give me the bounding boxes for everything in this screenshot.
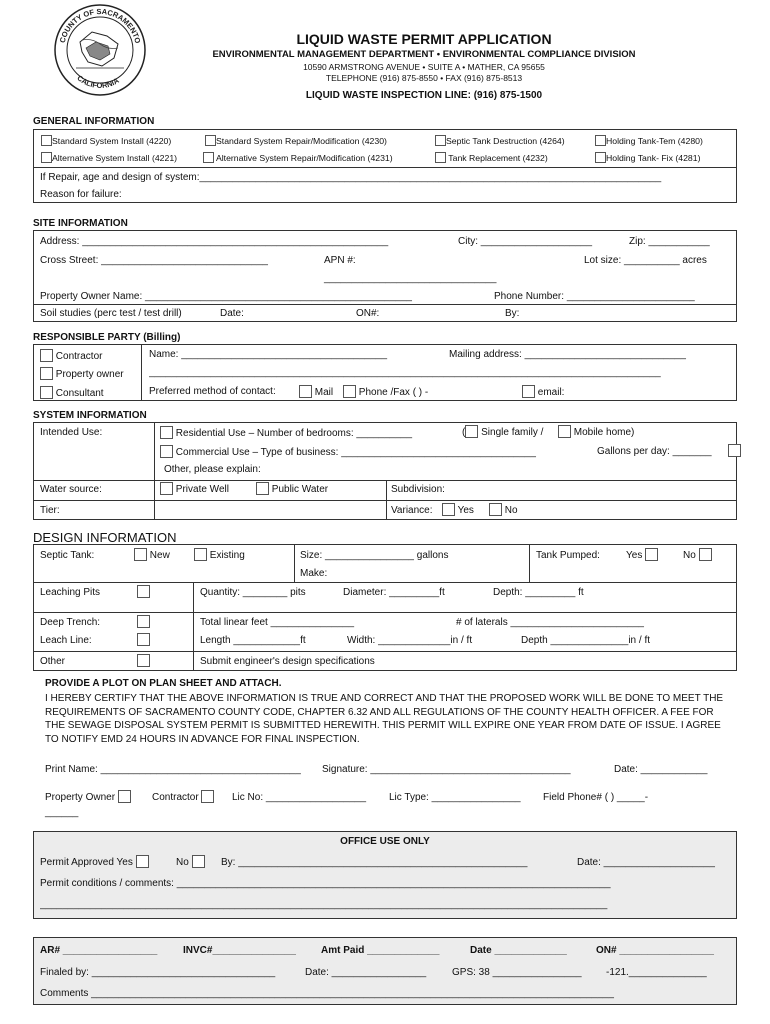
soil-studies-label: Soil studies (perc test / test drill) — [40, 308, 182, 319]
trench-width-field[interactable]: Width: _____________in / ft — [347, 635, 473, 646]
water-source-label: Water source: — [40, 484, 102, 495]
checkbox[interactable] — [136, 855, 149, 868]
checkbox[interactable] — [205, 135, 216, 146]
subdivision-field[interactable]: Subdivision: — [391, 484, 445, 495]
cert-date-field[interactable]: Date: ____________ — [614, 764, 708, 775]
contact-email-option[interactable]: email: — [522, 385, 564, 398]
trench-length-field[interactable]: Length ____________ft — [200, 635, 306, 646]
variance-label: Variance: — [391, 505, 433, 516]
pits-quantity-field[interactable]: Quantity: ________ pits — [200, 587, 306, 598]
septic-tank-label: Septic Tank: — [40, 550, 95, 561]
other-design-checkbox[interactable] — [137, 654, 150, 667]
septic-new-option[interactable]: New — [134, 548, 170, 561]
checkbox[interactable] — [728, 444, 741, 457]
failure-field[interactable]: Reason for failure: — [40, 189, 122, 200]
checkbox[interactable] — [134, 548, 147, 561]
amount-paid-field[interactable]: Amt Paid _____________ — [321, 945, 440, 956]
residential-option[interactable]: Residential Use – Number of bedrooms: __________ — [160, 426, 412, 439]
payment-date-field[interactable]: Date _____________ — [470, 945, 567, 956]
option-tank-replacement[interactable]: Tank Replacement (4232) — [435, 152, 548, 163]
checkbox[interactable] — [343, 385, 356, 398]
option-alternative-install[interactable]: Alternative System Install (4221) — [41, 152, 177, 163]
mailing-address-field[interactable]: Mailing address: _____________________________ — [449, 349, 686, 360]
apn-field[interactable]: APN #: — [324, 255, 356, 266]
site-heading: SITE INFORMATION — [33, 218, 128, 229]
leach-line-checkbox[interactable] — [137, 633, 150, 646]
public-water-option[interactable]: Public Water — [256, 482, 328, 495]
checkbox[interactable] — [595, 152, 606, 163]
plot-instruction: PROVIDE A PLOT ON PLAN SHEET AND ATTACH. — [45, 678, 282, 689]
svg-text:CALIFORNIA: CALIFORNIA — [75, 73, 121, 91]
checkbox[interactable] — [256, 482, 269, 495]
system-heading: SYSTEM INFORMATION — [33, 410, 147, 421]
address-field[interactable]: Address: _______________________________________________________ — [40, 236, 389, 247]
option-septic-destruction[interactable]: Septic Tank Destruction (4264) — [435, 135, 565, 146]
billing-name-field[interactable]: Name: _____________________________________ — [149, 349, 388, 360]
checkbox[interactable] — [160, 482, 173, 495]
office-telephone: TELEPHONE (916) 875-8550 • FAX (916) 875-8513 — [325, 73, 523, 83]
signature-field[interactable]: Signature: ____________________________________ — [322, 764, 571, 775]
engineer-spec-label: Submit engineer's design specifications — [200, 656, 375, 667]
print-name-field[interactable]: Print Name: ____________________________________ — [45, 764, 301, 775]
checkbox[interactable] — [435, 135, 446, 146]
final-on-field[interactable]: ON# _________________ — [596, 945, 714, 956]
checkbox[interactable] — [442, 503, 455, 516]
checkbox[interactable] — [558, 425, 571, 438]
other-use-field[interactable]: Other, please explain: — [164, 464, 261, 475]
option-alternative-repair[interactable]: Alternative System Repair/Modification (4231) — [203, 152, 393, 163]
finaled-by-field[interactable]: Finaled by: _________________________________ — [40, 967, 276, 978]
pits-depth-field[interactable]: Depth: _________ ft — [493, 587, 584, 598]
checkbox[interactable] — [137, 615, 150, 628]
tier-field[interactable]: Tier: — [40, 505, 60, 516]
permit-conditions-line[interactable]: ______________________________________________________________________________________________________ — [40, 899, 608, 910]
option-holding-tank-tem[interactable]: Holding Tank-Tem (4280) — [595, 135, 703, 146]
option-standard-repair[interactable]: Standard System Repair/Modification (4230) — [205, 135, 387, 146]
role-contractor[interactable]: Contractor — [40, 349, 102, 362]
leach-line-label: Leach Line: — [40, 635, 92, 646]
checkbox[interactable] — [40, 367, 53, 380]
cross-street-field[interactable]: Cross Street: ______________________________ — [40, 255, 268, 266]
checkbox[interactable] — [595, 135, 606, 146]
signer-contractor[interactable]: Contractor — [152, 790, 214, 803]
permit-conditions-field[interactable]: Permit conditions / comments: ______________________________________________________________________________ — [40, 878, 611, 889]
checkbox[interactable] — [137, 654, 150, 667]
checkbox[interactable] — [699, 548, 712, 561]
role-property-owner[interactable]: Property owner — [40, 367, 124, 380]
other-design-label: Other — [40, 656, 66, 667]
phone-number-field[interactable]: Phone Number: _______________________ — [494, 291, 695, 302]
license-type-field[interactable]: Lic Type: ________________ — [389, 792, 521, 803]
laterals-field[interactable]: # of laterals ________________________ — [456, 617, 644, 628]
checkbox[interactable] — [118, 790, 131, 803]
checkbox[interactable] — [40, 349, 53, 362]
checkbox[interactable] — [645, 548, 658, 561]
license-number-field[interactable]: Lic No: __________________ — [232, 792, 367, 803]
field-phone-field[interactable]: Field Phone# ( ) _____- — [543, 792, 649, 803]
checkbox[interactable] — [299, 385, 312, 398]
design-heading: DESIGN INFORMATION — [33, 530, 177, 545]
deep-trench-checkbox[interactable] — [137, 615, 150, 628]
tank-pumped-label: Tank Pumped: — [536, 550, 600, 561]
checkbox[interactable] — [465, 425, 478, 438]
checkbox[interactable] — [41, 152, 52, 163]
field-phone-wrap: ______ — [45, 807, 79, 818]
checkbox[interactable] — [194, 548, 207, 561]
certification-text: I HEREBY CERTIFY THAT THE ABOVE INFORMATION IS TRUE AND CORRECT AND THAT THE PROPOSED WORK WILL BE DONE TO MEET THE REQUIREMENTS OF SACRAMENTO COUNTY CODE, CHAPTER 6.32 AND ALL REGULATIONS OF THE COUNTY HEALTH OFFICER. A FEE FOR THE SEWAGE DISPOSAL SYSTEM PERMIT IS SUBMITTED HEREWITH. THIS PERMIT WILL EXPIRE ONE YEAR FROM DATE OF ISSUE. I AGREE TO NOTIFY EMD 24 HOURS IN ADVANCE FOR FINAL INSPECTION. — [45, 693, 724, 745]
repair-field[interactable]: If Repair, age and design of system:___________________________________________________________________________________ — [40, 172, 662, 183]
septic-existing-option[interactable]: Existing — [194, 548, 245, 561]
permit-approved-no[interactable]: No — [176, 855, 205, 868]
approved-by-field[interactable]: By: ____________________________________________________ — [221, 857, 528, 868]
tank-pumped-no[interactable]: No — [683, 548, 712, 561]
checkbox[interactable] — [160, 426, 173, 439]
soil-on-field[interactable]: ON#: — [356, 308, 380, 319]
gallons-checkbox[interactable] — [728, 444, 741, 457]
ar-number-field[interactable]: AR# _________________ — [40, 945, 158, 956]
variance-no[interactable]: No — [489, 503, 518, 516]
apn-line: _______________________________ — [324, 273, 497, 284]
leaching-pits-label: Leaching Pits — [40, 587, 101, 598]
option-holding-tank-fix[interactable]: Holding Tank- Fix (4281) — [595, 152, 700, 163]
checkbox[interactable] — [489, 503, 502, 516]
checkbox[interactable] — [435, 152, 446, 163]
checkbox[interactable] — [522, 385, 535, 398]
checkbox[interactable] — [201, 790, 214, 803]
contact-mail-option[interactable]: Mail — [299, 385, 333, 398]
office-use-heading: OFFICE USE ONLY — [340, 836, 430, 847]
inspection-line: LIQUID WASTE INSPECTION LINE: (916) 875-1500 — [305, 90, 543, 101]
intended-use-label: Intended Use: — [40, 427, 103, 438]
department-name: ENVIRONMENTAL MANAGEMENT DEPARTMENT • ENVIRONMENTAL COMPLIANCE DIVISION — [212, 49, 636, 60]
checkbox[interactable] — [160, 445, 173, 458]
soil-date-field[interactable]: Date: — [220, 308, 244, 319]
checkbox[interactable] — [192, 855, 205, 868]
city-field[interactable]: City: ____________________ — [458, 236, 593, 247]
zip-field[interactable]: Zip: ___________ — [629, 236, 710, 247]
tank-make-field[interactable]: Make: — [300, 568, 328, 579]
deep-trench-label: Deep Trench: — [40, 617, 101, 628]
checkbox[interactable] — [137, 585, 150, 598]
pits-diameter-field[interactable]: Diameter: _________ft — [343, 587, 445, 598]
single-family-option[interactable]: ( Single family / — [462, 427, 544, 438]
tank-size-field[interactable]: Size: ________________ gallons — [300, 550, 449, 561]
soil-by-field[interactable]: By: — [505, 308, 520, 319]
permit-approved-yes[interactable]: Permit Approved Yes — [40, 855, 149, 868]
office-address: 10590 ARMSTRONG AVENUE • SUITE A • MATHER, CA 95655 — [303, 62, 545, 72]
tank-pumped-yes[interactable]: Yes — [626, 548, 658, 561]
checkbox[interactable] — [137, 633, 150, 646]
owner-name-field[interactable]: Property Owner Name: ________________________________________________ — [40, 291, 412, 302]
gps-latitude-field[interactable]: GPS: 38 ________________ — [452, 967, 582, 978]
finaled-date-field[interactable]: Date: _________________ — [305, 967, 427, 978]
role-consultant[interactable]: Consultant — [40, 386, 104, 399]
option-standard-install[interactable]: Standard System Install (4220) — [41, 135, 171, 146]
signer-property-owner[interactable]: Property Owner — [45, 790, 131, 803]
contact-method-label: Preferred method of contact: — [149, 386, 276, 397]
form-title: LIQUID WASTE PERMIT APPLICATION — [296, 31, 552, 47]
responsible-heading: RESPONSIBLE PARTY (Billing) — [33, 332, 181, 343]
lot-size-field[interactable]: Lot size: __________ acres — [584, 255, 707, 266]
billing-blank-line[interactable]: ____________________________________________________________________________________________ — [149, 367, 661, 378]
checkbox[interactable] — [41, 135, 52, 146]
approved-date-field[interactable]: Date: ____________________ — [577, 857, 715, 868]
leaching-pits-checkbox[interactable] — [137, 585, 150, 598]
mobile-home-option[interactable]: Mobile home) — [558, 425, 634, 438]
final-comments-field[interactable]: Comments ______________________________________________________________________________________________ — [40, 988, 614, 999]
gps-longitude-field[interactable]: -121.______________ — [606, 967, 707, 978]
gallons-per-day-field[interactable]: Gallons per day: _______ — [597, 446, 712, 457]
contact-phone-option[interactable]: Phone /Fax ( ) - — [343, 385, 428, 398]
linear-feet-field[interactable]: Total linear feet _______________ — [200, 617, 355, 628]
variance-yes[interactable]: Yes — [442, 503, 474, 516]
svg-text:COUNTY OF SACRAMENTO: COUNTY OF SACRAMENTO — [57, 6, 143, 45]
checkbox[interactable] — [203, 152, 214, 163]
commercial-option[interactable]: Commercial Use – Type of business: ___________________________________ — [160, 445, 536, 458]
trench-depth-field[interactable]: Depth ______________in / ft — [521, 635, 650, 646]
private-well-option[interactable]: Private Well — [160, 482, 229, 495]
invoice-number-field[interactable]: INVC#_______________ — [183, 945, 296, 956]
general-heading: GENERAL INFORMATION — [33, 116, 155, 127]
checkbox[interactable] — [40, 386, 53, 399]
